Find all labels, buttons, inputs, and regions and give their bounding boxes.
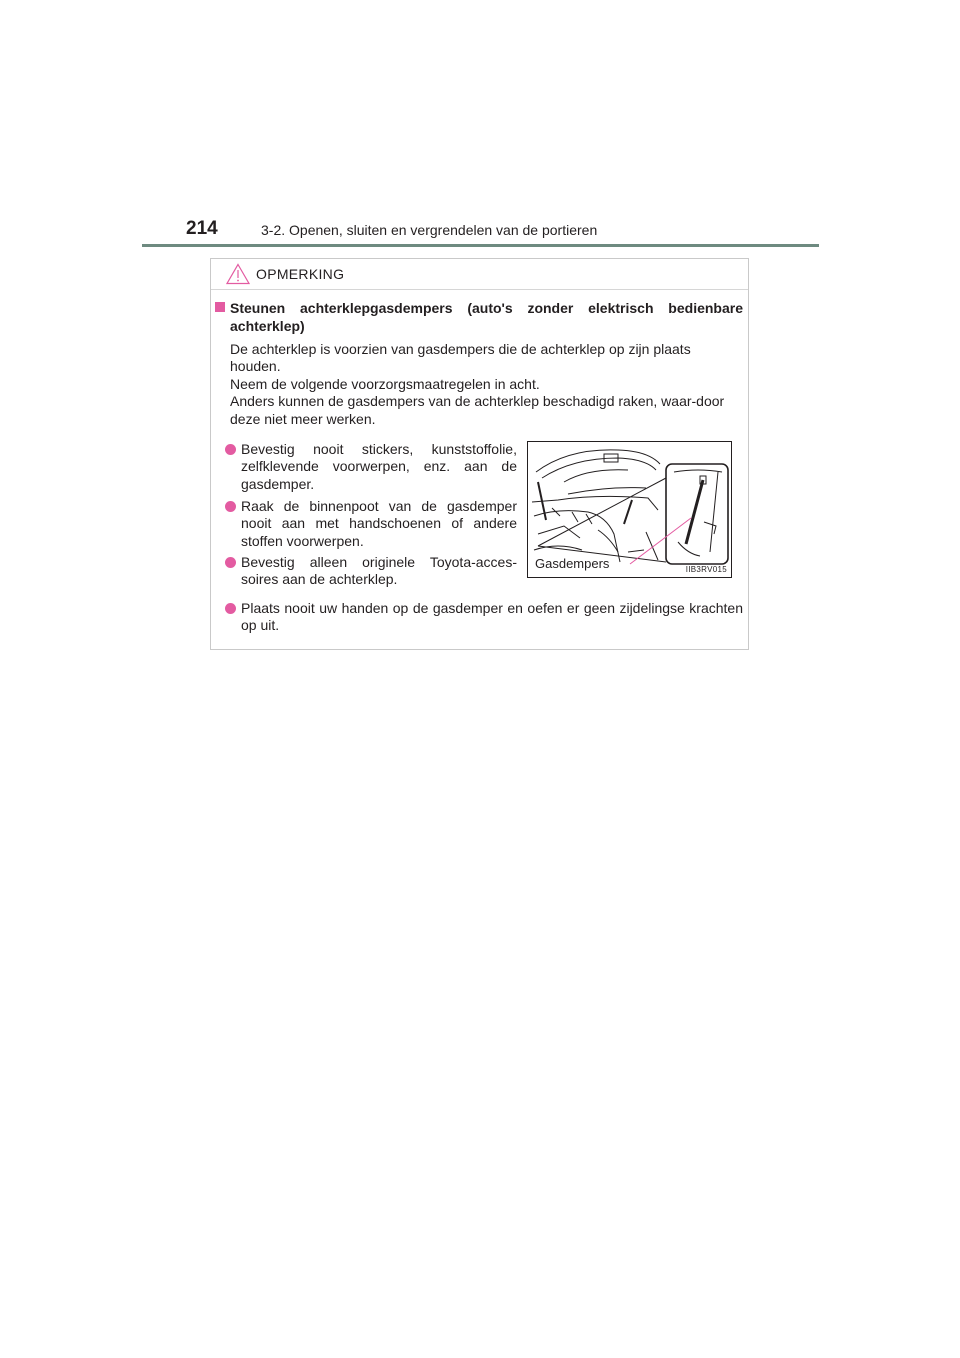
intro-line: Anders kunnen de gasdempers van de achterklep beschadigd raken, waar-door deze niet meer werken.	[230, 393, 725, 427]
figure-label: Gasdempers	[535, 556, 610, 571]
section-heading	[215, 299, 743, 335]
bullet-item	[225, 600, 743, 635]
tailgate-illustration	[527, 441, 732, 578]
bullet-dot-icon	[225, 603, 236, 614]
bullet-dot-icon	[225, 444, 236, 455]
intro-line: Neem de volgende voorzorgsmaatregelen in acht.	[230, 375, 540, 392]
bullet-text: Plaats nooit uw handen op de gasdemper en oefen er geen zijdelingse krachten op uit.	[241, 600, 743, 634]
notice-divider	[211, 289, 748, 290]
section-title: 3-2. Openen, sluiten en vergrendelen van de portieren	[261, 222, 598, 238]
notice-header	[226, 259, 344, 289]
intro-line: De achterklep is voorzien van gasdempers die de achterklep op zijn plaats houden.	[230, 341, 691, 375]
square-bullet-icon	[215, 302, 225, 312]
bullet-text: Raak de binnenpoot van de gasdemper nooit aan met handschoenen of andere stoffen voorwerpen.	[241, 498, 517, 549]
intro-text	[230, 341, 743, 428]
bullet-dot-icon	[225, 557, 236, 568]
bullet-text: Bevestig nooit stickers, kunststoffolie, zelfklevende voorwerpen, enz. aan de gasdemper.	[241, 441, 517, 492]
warning-icon	[226, 263, 250, 285]
notice-box	[210, 258, 749, 650]
page-number: 214	[186, 218, 218, 239]
figure-code: IIB3RV015	[685, 565, 727, 574]
bullet-item	[225, 498, 517, 550]
bullet-dot-icon	[225, 501, 236, 512]
header-rule	[142, 244, 819, 247]
notice-title: OPMERKING	[256, 266, 345, 282]
heading-text: Steunen achterklepgasdempers (auto's zonder elektrisch bedienbare achterklep)	[230, 300, 743, 334]
bullet-item	[225, 554, 517, 589]
bullet-text: Bevestig alleen originele Toyota-acces-soires aan de achterklep.	[241, 554, 517, 588]
bullet-item	[225, 441, 517, 493]
